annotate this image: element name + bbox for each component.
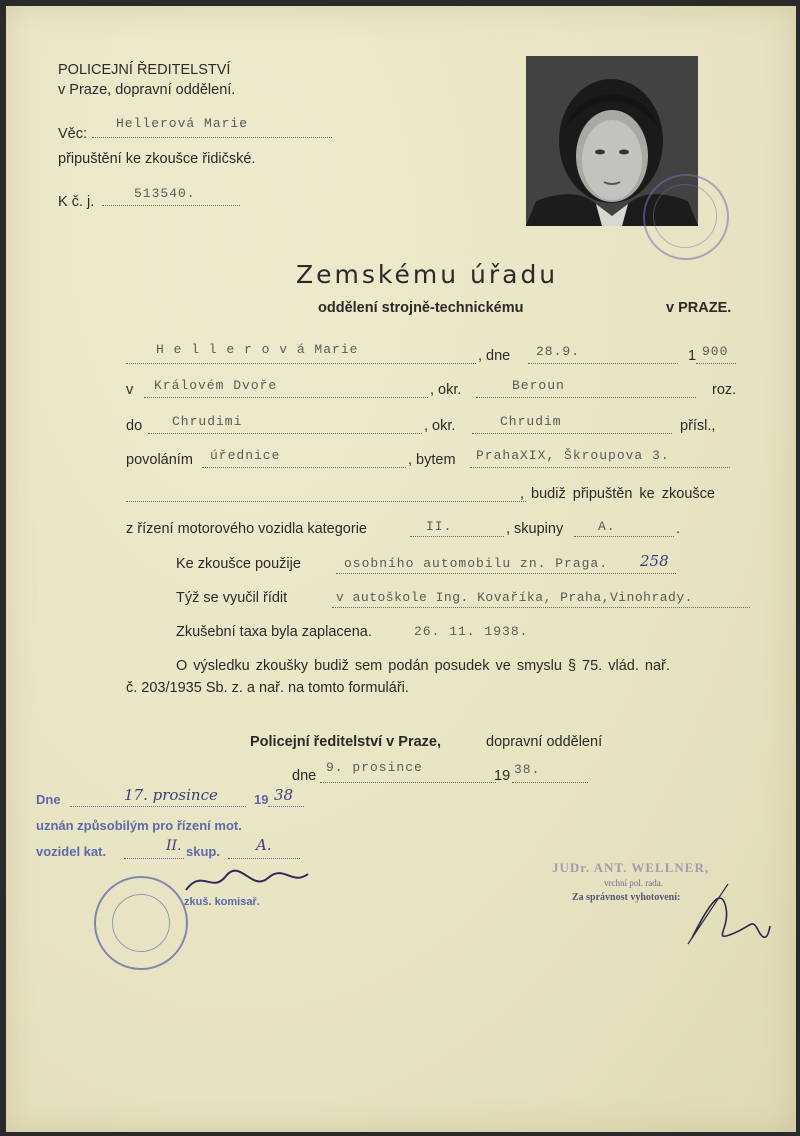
exam-group: A. bbox=[256, 836, 272, 854]
vehicle-line bbox=[336, 573, 676, 574]
occupation-line bbox=[202, 467, 406, 468]
applicant-name: H e l l e r o v á Marie bbox=[156, 342, 359, 357]
vec-label: Věc: bbox=[58, 126, 88, 142]
fee-date: 26. 11. 1938. bbox=[414, 624, 529, 639]
vehicle-number: 258 bbox=[640, 552, 669, 570]
commissioner-signature bbox=[182, 864, 312, 900]
result-line2: č. 203/1935 Sb. z. a nař. na tomto formuláři. bbox=[126, 680, 409, 696]
fee-label: Zkušební taxa byla zaplacena. bbox=[176, 624, 372, 640]
v-label: v bbox=[126, 382, 134, 398]
sig-date: 9. prosince bbox=[326, 760, 423, 775]
year-line bbox=[696, 363, 736, 364]
domicile-line bbox=[148, 433, 422, 434]
birth-place: Královém Dvoře bbox=[154, 378, 278, 393]
category: II. bbox=[426, 519, 453, 534]
exam-year-prefix: 19 bbox=[254, 792, 269, 807]
pripusten-text: , budiž připuštěn ke zkoušce bbox=[520, 486, 715, 502]
district-line bbox=[476, 397, 696, 398]
birth-district: Beroun bbox=[512, 378, 565, 393]
do-label: do bbox=[126, 418, 143, 434]
prisl-label: přísl., bbox=[680, 418, 716, 434]
exam-category-line bbox=[124, 858, 184, 859]
roz-label: roz. bbox=[712, 382, 737, 398]
exam-line3: vozidel kat. bbox=[36, 844, 107, 859]
year-prefix: 1 bbox=[688, 348, 697, 364]
commissioner-label: zkuš. komisař. bbox=[184, 896, 260, 908]
exam-category: II. bbox=[166, 838, 182, 854]
authority-bold: Policejní ředitelství v Praze, bbox=[250, 734, 441, 750]
sig-year: 38. bbox=[514, 762, 541, 777]
exam-skup-label: skup. bbox=[186, 844, 220, 859]
residence: PrahaXIX, Škroupova 3. bbox=[476, 448, 670, 463]
residence-line bbox=[470, 467, 730, 468]
kcj-label: K č. j. bbox=[58, 194, 95, 210]
photo-stamp bbox=[643, 174, 729, 260]
vec-value: Hellerová Marie bbox=[116, 116, 249, 131]
domicile-district-line bbox=[472, 433, 672, 434]
school-value: v autoškole Ing. Kovaříka, Praha,Vinohrady. bbox=[336, 590, 693, 605]
name-line bbox=[126, 363, 476, 364]
sig-date-line bbox=[320, 782, 496, 783]
povolanim-label: povoláním bbox=[126, 452, 193, 468]
exam-year-line bbox=[268, 806, 304, 807]
commissioner-seal bbox=[94, 876, 188, 970]
sig-year-line bbox=[512, 782, 588, 783]
exam-line2: uznán způsobilým pro řízení mot. bbox=[36, 818, 242, 833]
exam-dne-label: Dne bbox=[36, 792, 61, 807]
okr-label: , okr. bbox=[430, 382, 462, 398]
vec-line bbox=[92, 137, 332, 138]
group: A. bbox=[598, 519, 616, 534]
birth-year: 900 bbox=[702, 344, 729, 359]
result-line1: O výsledku zkoušky budiž sem podán posudek ve smyslu § 75. vlád. nař. bbox=[176, 658, 670, 674]
kategorie-text: z řízení motorového vozidla kategorie bbox=[126, 521, 367, 537]
city: v PRAZE. bbox=[666, 300, 732, 316]
exam-date-line bbox=[70, 806, 246, 807]
birth-place-line bbox=[144, 397, 428, 398]
school-label: Týž se vyučil řídit bbox=[176, 590, 288, 606]
domicile-district: Chrudim bbox=[500, 414, 562, 429]
office-line2: v Praze, dopravní oddělení. bbox=[58, 82, 236, 98]
official-name: JUDr. ANT. WELLNER, bbox=[552, 860, 710, 875]
skupiny-label: , skupiny bbox=[506, 521, 564, 537]
vehicle-label: Ke zkoušce použije bbox=[176, 556, 301, 572]
kcj-line bbox=[102, 205, 240, 206]
exam-year: 38 bbox=[274, 786, 294, 804]
school-line bbox=[332, 607, 750, 608]
exam-group-line bbox=[228, 858, 300, 859]
date-line bbox=[528, 363, 678, 364]
kcj-value: 513540. bbox=[134, 186, 196, 201]
authority-rest: dopravní oddělení bbox=[486, 734, 603, 750]
sig-year-prefix: 19 bbox=[494, 768, 511, 784]
correctness-label: Za správnost vyhotovení: bbox=[572, 892, 681, 903]
office-line1: POLICEJNÍ ŘEDITELSTVÍ bbox=[58, 62, 231, 78]
sig-dne-label: dne bbox=[292, 768, 317, 784]
document-page bbox=[6, 6, 796, 1132]
domicile: Chrudimi bbox=[172, 414, 243, 429]
group-line bbox=[574, 536, 674, 537]
blank-line bbox=[126, 501, 526, 502]
official-title: vrchní pol. rada. bbox=[604, 878, 663, 888]
okr-label-2: , okr. bbox=[424, 418, 456, 434]
official-signature bbox=[682, 878, 774, 954]
category-line bbox=[410, 536, 504, 537]
dne-label: , dne bbox=[478, 348, 511, 364]
occupation: úřednice bbox=[210, 448, 281, 463]
vehicle-value: osobního automobilu zn. Praga. bbox=[344, 556, 609, 571]
subject: připuštění ke zkoušce řidičské. bbox=[58, 151, 256, 167]
exam-date: 17. prosince bbox=[124, 786, 218, 804]
addressee-title: Zemskému úřadu bbox=[296, 260, 559, 289]
end-period: . bbox=[676, 521, 681, 537]
department: oddělení strojně-technickému bbox=[318, 300, 524, 316]
bytem-label: , bytem bbox=[408, 452, 456, 468]
birth-date: 28.9. bbox=[536, 344, 581, 359]
